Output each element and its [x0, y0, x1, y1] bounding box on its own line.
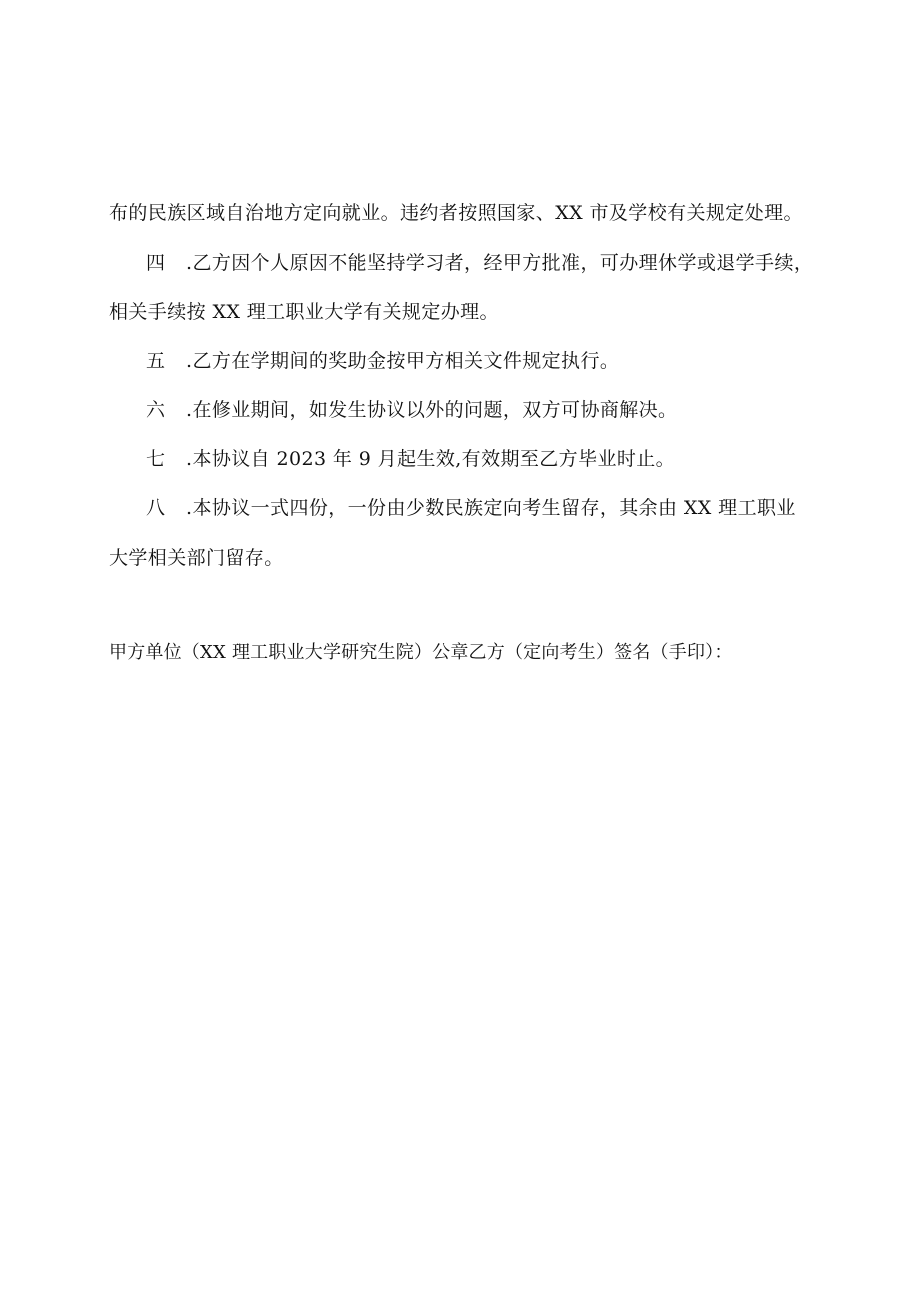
signature-text: 甲方单位（XX 理工职业大学研究生院）公章乙方（定向考生）签名（手印）：	[109, 642, 733, 663]
paragraph-text: 布的民族区域自治地方定向就业。违约者按照国家、XX 市及学校有关规定处理。	[109, 202, 803, 224]
clause-number: 七	[146, 448, 166, 470]
clause-number: 四	[146, 252, 166, 274]
clause-5	[146, 348, 619, 374]
clause-7	[146, 446, 675, 472]
clause-4-line-2	[109, 299, 499, 325]
clause-text: 相关手续按 XX 理工职业大学有关规定办理。	[109, 301, 499, 323]
clause-text: .乙方在学期间的奖助金按甲方相关文件规定执行。	[186, 350, 620, 372]
clause-number: 八	[146, 497, 166, 519]
clause-text: 大学相关部门留存。	[109, 547, 284, 569]
clause-text: .本协议一式四份，一份由少数民族定向考生留存，其余由 XX 理工职业	[186, 497, 796, 519]
clause-8-line-2	[109, 545, 284, 571]
signature-line	[109, 640, 733, 666]
clause-text: .乙方因个人原因不能坚持学习者，经甲方批准，可办理休学或退学手续，	[186, 252, 814, 274]
paragraph-line-1	[109, 200, 803, 226]
clause-8-line-1	[146, 495, 796, 521]
clause-text: .本协议自 2023 年 9 月起生效,有效期至乙方毕业时止。	[186, 448, 676, 470]
clause-text: .在修业期间，如发生协议以外的问题，双方可协商解决。	[186, 399, 678, 421]
clause-number: 六	[146, 399, 166, 421]
clause-4-line-1	[146, 250, 813, 276]
clause-number: 五	[146, 350, 166, 372]
clause-6	[146, 397, 677, 423]
